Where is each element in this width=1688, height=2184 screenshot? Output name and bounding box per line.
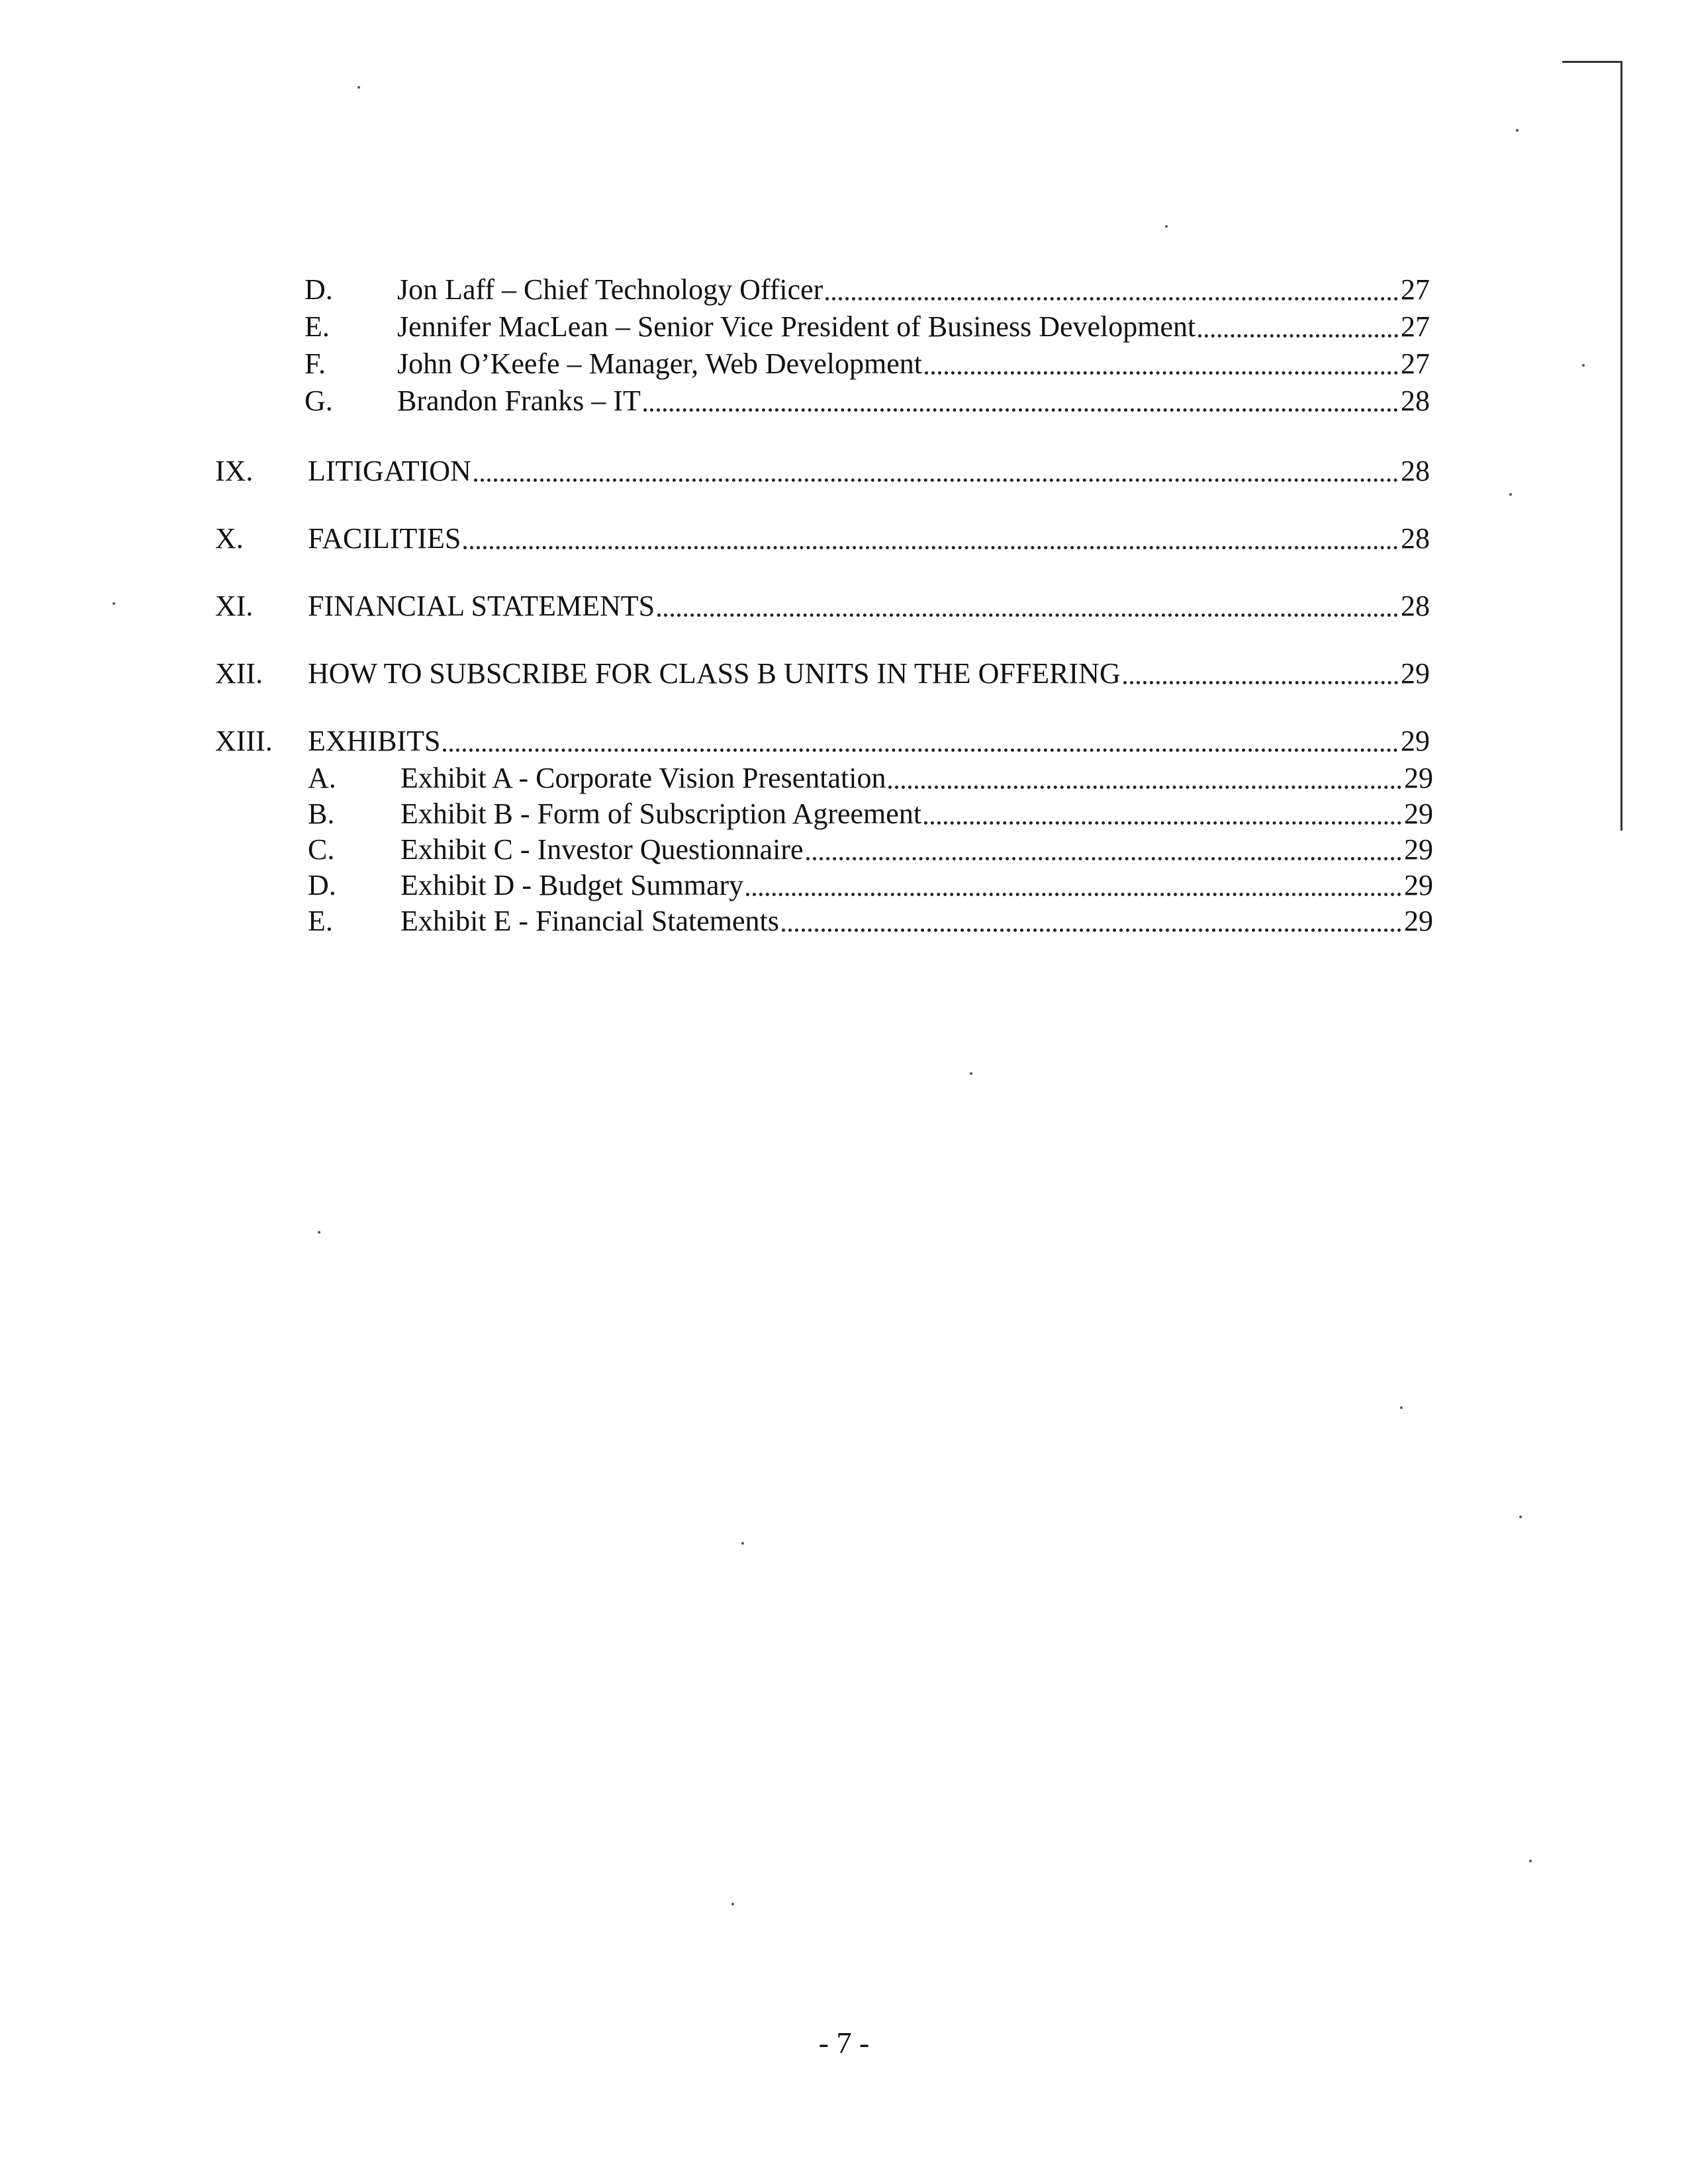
toc-section-page: 28 [1401, 455, 1430, 487]
toc-section-entry [215, 655, 1430, 692]
toc-section-page: 28 [1401, 590, 1430, 622]
toc-section-title: FACILITIES [308, 522, 461, 555]
toc-exhibit-title: Exhibit C - Investor Questionnaire [400, 833, 804, 866]
toc-exhibit-letter: A. [308, 762, 336, 794]
toc-section-title: LITIGATION [308, 455, 471, 487]
toc-section-numeral: XIII. [215, 725, 273, 757]
dot-leader [925, 371, 1398, 375]
dot-leader [888, 786, 1401, 789]
scan-speck [1509, 493, 1512, 496]
scan-speck [318, 1231, 320, 1234]
toc-section-title: EXHIBITS [308, 725, 441, 757]
toc-section-title: FINANCIAL STATEMENTS [308, 590, 655, 622]
toc-exhibit-page: 29 [1404, 905, 1433, 937]
toc-section-entry [215, 588, 1430, 625]
scan-speck [1519, 1516, 1522, 1518]
scan-speck [1582, 364, 1585, 367]
dot-leader [643, 408, 1398, 412]
dot-leader [474, 478, 1398, 482]
scan-speck [1165, 225, 1168, 228]
toc-exhibit-entry [308, 796, 1433, 833]
dot-leader [463, 546, 1398, 549]
dot-leader [1198, 334, 1398, 338]
toc-exhibit-title: Exhibit D - Budget Summary [400, 869, 744, 901]
toc-entry-letter: F. [305, 347, 326, 380]
dot-leader [657, 614, 1398, 617]
toc-section-numeral: XII. [215, 657, 263, 690]
toc-entry-letter: G. [305, 385, 333, 417]
toc-exhibit-entry [308, 760, 1433, 797]
toc-entry [305, 345, 1430, 383]
toc-exhibit-page: 29 [1404, 869, 1433, 901]
scan-speck [113, 602, 115, 605]
toc-exhibit-page: 29 [1404, 833, 1433, 866]
toc-section-title: HOW TO SUBSCRIBE FOR CLASS B UNITS IN THE OFFERING [308, 657, 1121, 690]
dot-leader [825, 297, 1398, 300]
toc-exhibit-letter: E. [308, 905, 333, 937]
toc-section-page: 29 [1401, 657, 1430, 690]
toc-entry-page: 28 [1401, 385, 1430, 417]
toc-exhibit-entry [308, 831, 1433, 868]
toc-exhibit-letter: C. [308, 833, 335, 866]
toc-exhibit-letter: D. [308, 869, 336, 901]
page-number: - 7 - [818, 2026, 870, 2060]
toc-section-page: 29 [1401, 725, 1430, 757]
toc-entry [305, 308, 1430, 345]
toc-entry [305, 271, 1430, 308]
toc-section-numeral: X. [215, 522, 244, 555]
toc-entry-page: 27 [1401, 347, 1430, 380]
dot-leader [806, 857, 1401, 860]
scan-speck [1400, 1406, 1403, 1409]
scan-speck [741, 1542, 744, 1545]
toc-exhibit-title: Exhibit A - Corporate Vision Presentation [400, 762, 886, 794]
dot-leader [746, 893, 1401, 896]
toc-exhibit-title: Exhibit E - Financial Statements [400, 905, 779, 937]
scan-speck [970, 1072, 972, 1075]
toc-section-numeral: IX. [215, 455, 254, 487]
toc-exhibit-page: 29 [1404, 797, 1433, 830]
toc-entry-title: John O’Keefe – Manager, Web Development [397, 347, 922, 380]
toc-section-entry [215, 520, 1430, 557]
toc-entry [305, 383, 1430, 420]
scan-speck [1529, 1860, 1532, 1862]
toc-section-entry [215, 453, 1430, 490]
toc-exhibit-entry [308, 903, 1433, 940]
scan-edge-bracket [1562, 61, 1622, 831]
toc-entry-page: 27 [1401, 273, 1430, 306]
scan-speck [1516, 129, 1519, 132]
toc-exhibit-page: 29 [1404, 762, 1433, 794]
scan-speck [357, 86, 360, 89]
toc-section-entry [215, 723, 1430, 760]
toc-section-page: 28 [1401, 522, 1430, 555]
toc-entry-letter: D. [305, 273, 333, 306]
toc-entry-title: Brandon Franks – IT [397, 385, 641, 417]
dot-leader [1123, 681, 1398, 684]
dot-leader [924, 821, 1401, 825]
toc-exhibit-entry [308, 867, 1433, 904]
toc-entry-title: Jennifer MacLean – Senior Vice President of Business Development [397, 310, 1196, 343]
dot-leader [443, 749, 1398, 752]
toc-entry-page: 27 [1401, 310, 1430, 343]
toc-entry-title: Jon Laff – Chief Technology Officer [397, 273, 823, 306]
toc-exhibit-title: Exhibit B - Form of Subscription Agreement [400, 797, 922, 830]
toc-exhibit-letter: B. [308, 797, 335, 830]
toc-entry-letter: E. [305, 310, 330, 343]
scan-speck [731, 1903, 734, 1905]
toc-section-numeral: XI. [215, 590, 254, 622]
dot-leader [782, 929, 1401, 932]
